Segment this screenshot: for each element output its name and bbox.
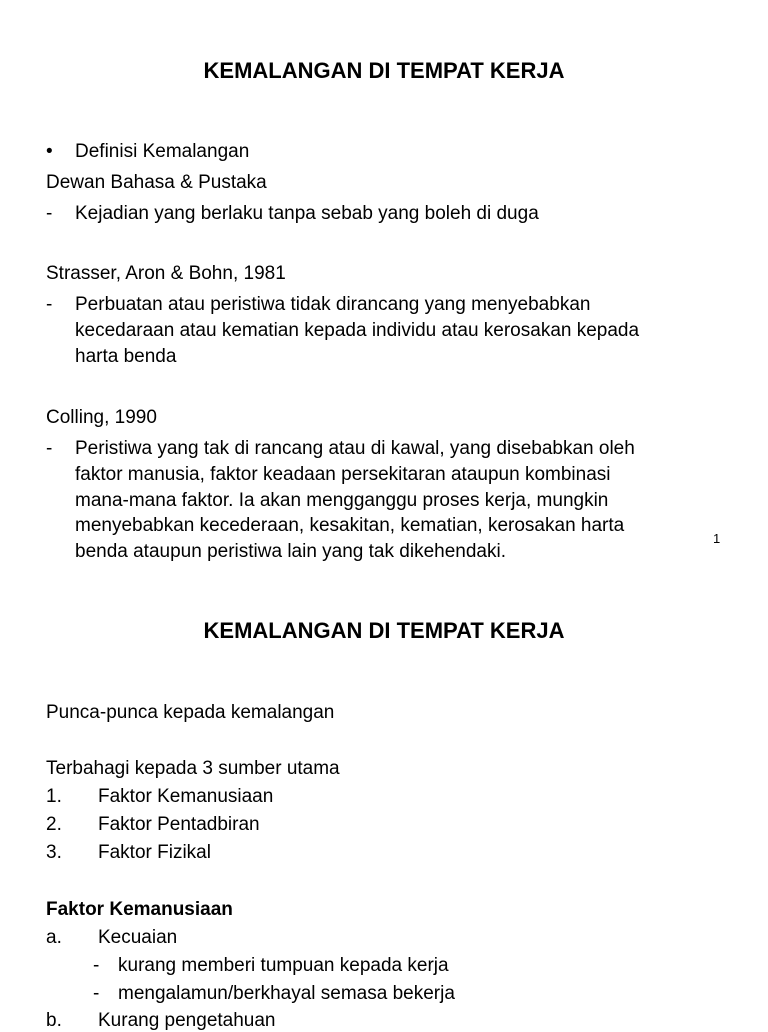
- list-item: Faktor Kemanusiaan: [98, 786, 274, 807]
- sub-list-item: kurang memberi tumpuan kepada kerja: [118, 955, 449, 976]
- list-item: Kurang pengetahuan: [98, 1010, 276, 1031]
- causes-lead: Terbahagi kepada 3 sumber utama: [46, 758, 340, 779]
- sub-list-item: mengalamun/berkhayal semasa bekerja: [118, 983, 455, 1004]
- bullet-icon: •: [46, 141, 53, 162]
- dash-marker: -: [46, 438, 53, 459]
- definition-strasser-line: Perbuatan atau peristiwa tidak dirancang yang menyebabkan: [75, 294, 591, 315]
- list-item: Faktor Pentadbiran: [98, 814, 260, 835]
- list-number: 3.: [46, 842, 62, 863]
- dash-marker: -: [93, 955, 100, 976]
- definition-colling-line: Peristiwa yang tak di rancang atau di kawal, yang disebabkan oleh: [75, 438, 635, 459]
- source-dbp: Dewan Bahasa & Pustaka: [46, 172, 267, 193]
- list-item: Faktor Fizikal: [98, 842, 211, 863]
- causes-intro: Punca-punca kepada kemalangan: [46, 702, 335, 723]
- definition-colling-line: menyebabkan kecederaan, kesakitan, kematian, kerosakan harta: [75, 515, 625, 536]
- definition-heading: Definisi Kemalangan: [75, 141, 250, 162]
- definition-colling-line: mana-mana faktor. Ia akan mengganggu proses kerja, mungkin: [75, 490, 609, 511]
- definition-colling-line: faktor manusia, faktor keadaan persekitaran ataupun kombinasi: [75, 464, 611, 485]
- dash-marker: -: [46, 203, 53, 224]
- definition-dbp: Kejadian yang berlaku tanpa sebab yang boleh di duga: [75, 203, 539, 224]
- dash-marker: -: [93, 983, 100, 1004]
- dash-marker: -: [46, 294, 53, 315]
- page-number: 1: [713, 531, 721, 546]
- slide-2-title: KEMALANGAN DI TEMPAT KERJA: [203, 618, 565, 643]
- source-strasser: Strasser, Aron & Bohn, 1981: [46, 263, 286, 284]
- source-colling: Colling, 1990: [46, 407, 157, 428]
- definition-colling-line: benda ataupun peristiwa lain yang tak dikehendaki.: [75, 541, 506, 562]
- list-item: Kecuaian: [98, 927, 178, 948]
- section-heading: Faktor Kemanusiaan: [46, 899, 233, 920]
- slide-1-title: KEMALANGAN DI TEMPAT KERJA: [203, 58, 565, 83]
- list-letter: a.: [46, 927, 62, 948]
- definition-strasser-line: harta benda: [75, 346, 177, 367]
- list-letter: b.: [46, 1010, 62, 1031]
- list-number: 2.: [46, 814, 62, 835]
- list-number: 1.: [46, 786, 62, 807]
- definition-strasser-line: kecedaraan atau kematian kepada individu atau kerosakan kepada: [75, 320, 640, 341]
